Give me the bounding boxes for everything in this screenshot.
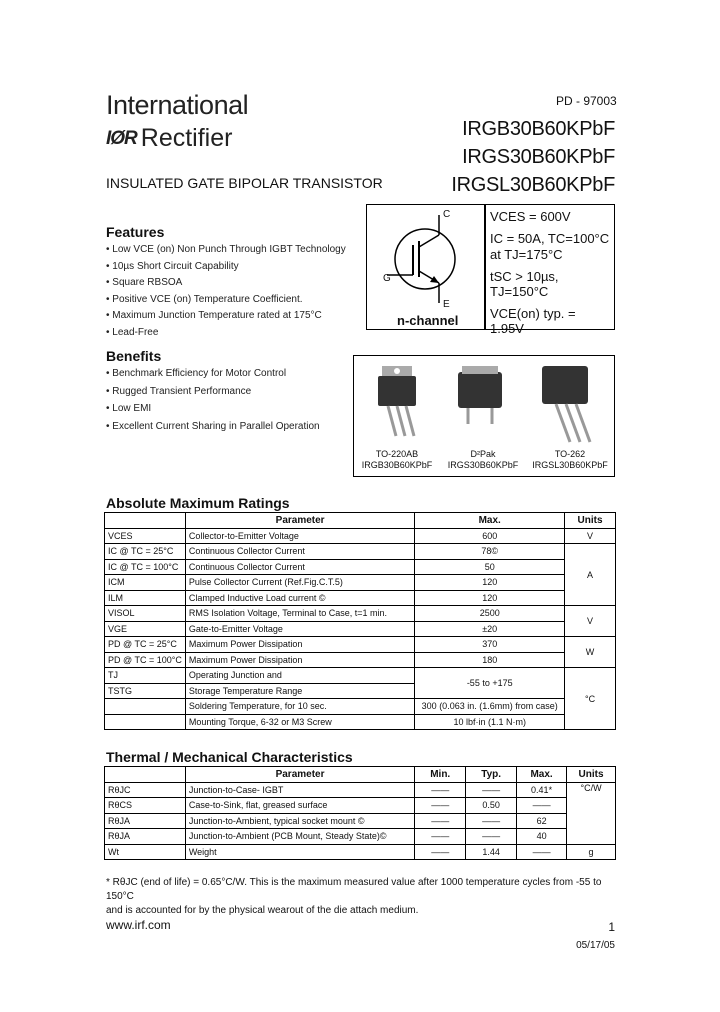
max-cell: ±20	[415, 621, 565, 637]
table-row	[105, 652, 616, 668]
symbol-cell: RθJA	[105, 813, 186, 829]
benefits-title: Benefits	[106, 348, 162, 364]
channel-label: n-channel	[397, 313, 459, 328]
column-header: Min.	[415, 767, 466, 783]
package-part: IRGB30B60KPbF	[361, 460, 433, 470]
max-cell: ——	[517, 844, 567, 860]
symbol-cell: IC @ TC = 25°C	[105, 544, 186, 560]
column-header: Parameter	[185, 513, 415, 529]
table-row	[105, 528, 616, 544]
parameter-cell: Storage Temperature Range	[185, 683, 415, 699]
features-title: Features	[106, 224, 165, 240]
table-row	[105, 699, 616, 715]
features-list	[106, 242, 371, 341]
table-row	[105, 829, 616, 845]
parameter-cell: Gate-to-Emitter Voltage	[185, 621, 415, 637]
symbol-cell: RθJC	[105, 782, 186, 798]
logo-rectifier-text: Rectifier	[140, 124, 233, 152]
abs-max-title: Absolute Maximum Ratings	[106, 495, 290, 511]
max-cell: 50	[415, 559, 565, 575]
table-row	[105, 544, 616, 560]
list-item: • Maximum Junction Temperature rated at 175°C	[106, 308, 371, 325]
symbol-cell	[105, 699, 186, 715]
part-number-1: IRGB30B60KPbF	[462, 118, 615, 140]
unit-cell: V	[565, 528, 616, 544]
max-cell: 78©	[415, 544, 565, 560]
max-cell: 120	[415, 575, 565, 591]
list-item: • Benchmark Efficiency for Motor Control	[106, 365, 346, 383]
max-cell: 40	[517, 829, 567, 845]
symbol-cell: PD @ TC = 100°C	[105, 652, 186, 668]
parameter-cell: Weight	[185, 844, 414, 860]
column-header: Typ.	[466, 767, 517, 783]
min-cell: ——	[415, 829, 466, 845]
max-cell: 10 lbf·in (1.1 N·m)	[415, 714, 565, 730]
package-caption	[530, 449, 610, 471]
package-part: IRGS30B60KPbF	[447, 460, 519, 470]
page-number: 1	[608, 920, 615, 934]
list-item: • Excellent Current Sharing in Parallel Operation	[106, 418, 346, 436]
parameter-cell: Case-to-Sink, flat, greased surface	[185, 798, 414, 814]
max-cell: 2500	[415, 606, 565, 622]
parameter-cell: Continuous Collector Current	[185, 559, 415, 575]
max-cell: 62	[517, 813, 567, 829]
package-name: D²Pak	[470, 449, 496, 459]
parameter-cell: Clamped Inductive Load current ©	[185, 590, 415, 606]
symbol-cell: VCES	[105, 528, 186, 544]
column-header: Parameter	[185, 767, 414, 783]
table-row	[105, 798, 616, 814]
parameter-cell: Junction-to-Ambient (PCB Mount, Steady State)©	[185, 829, 414, 845]
parameter-cell: Junction-to-Ambient, typical socket mount ©	[185, 813, 414, 829]
abs-max-table	[104, 512, 616, 730]
to262-package-icon	[534, 362, 604, 447]
spec-vces: VCES = 600V	[490, 209, 571, 224]
table-row	[105, 844, 616, 860]
symbol-cell: Wt	[105, 844, 186, 860]
package-name: TO-220AB	[375, 449, 419, 459]
unit-cell: °C/W	[567, 782, 616, 844]
symbol-cell: RθJA	[105, 829, 186, 845]
unit-cell: °C	[565, 668, 616, 730]
igbt-symbol-icon	[367, 205, 484, 305]
symbol-cell: VGE	[105, 621, 186, 637]
symbol-cell: TJ	[105, 668, 186, 684]
parameter-cell: Maximum Power Dissipation	[185, 652, 415, 668]
key-specs-box	[485, 204, 615, 336]
table-row	[105, 782, 616, 798]
spec-tj: at TJ=175°C	[490, 247, 563, 262]
table-row	[105, 621, 616, 637]
min-cell: ——	[415, 813, 466, 829]
typ-cell: ——	[466, 829, 517, 845]
parameter-cell: Junction-to-Case- IGBT	[185, 782, 414, 798]
parameter-cell: Maximum Power Dissipation	[185, 637, 415, 653]
spec-tsc: tSC > 10µs, TJ=150°C	[490, 269, 559, 299]
parameter-cell: Soldering Temperature, for 10 sec.	[185, 699, 415, 715]
website-link[interactable]: www.irf.com	[106, 918, 171, 932]
footnote-line: * RθJC (end of life) = 0.65°C/W. This is the maximum measured value after 1000 temperature cycles from -55 to 150°C	[106, 877, 602, 902]
ior-logo: IØR	[106, 127, 137, 149]
symbol-cell: ICM	[105, 575, 186, 591]
max-cell: -55 to +175	[415, 668, 565, 699]
max-cell: 180	[415, 652, 565, 668]
list-item: • Square RBSOA	[106, 275, 371, 292]
footnote	[106, 876, 626, 918]
typ-cell: ——	[466, 782, 517, 798]
min-cell: ——	[415, 844, 466, 860]
symbol-cell: RθCS	[105, 798, 186, 814]
unit-cell: V	[565, 606, 616, 637]
unit-cell: g	[567, 844, 616, 860]
max-cell: 0.41*	[517, 782, 567, 798]
max-cell: 600	[415, 528, 565, 544]
list-item: • Low EMI	[106, 400, 346, 418]
table-row	[105, 590, 616, 606]
symbol-cell	[105, 714, 186, 730]
table-row	[105, 637, 616, 653]
max-cell: 300 (0.063 in. (1.6mm) from case)	[415, 699, 565, 715]
logo-international: International	[106, 90, 249, 120]
package-caption	[443, 449, 523, 471]
typ-cell: ——	[466, 813, 517, 829]
symbol-cell: IC @ TC = 100°C	[105, 559, 186, 575]
symbol-cell: ILM	[105, 590, 186, 606]
list-item: • Rugged Transient Performance	[106, 383, 346, 401]
table-header-row	[105, 513, 616, 529]
list-item: • Positive VCE (on) Temperature Coefficient.	[106, 292, 371, 309]
packages-box	[353, 355, 615, 477]
spec-ic: IC = 50A, TC=100°C	[490, 231, 610, 246]
pd-number: PD - 97003	[556, 94, 617, 108]
list-item: • Low VCE (on) Non Punch Through IGBT Technology	[106, 242, 371, 259]
table-row	[105, 668, 616, 684]
package-part: IRGSL30B60KPbF	[532, 460, 608, 470]
symbol-cell: VISOL	[105, 606, 186, 622]
min-cell: ——	[415, 782, 466, 798]
igbt-symbol-box	[366, 204, 485, 330]
footnote-line: and is accounted for by the physical wearout of the die attach medium.	[106, 905, 419, 916]
column-header: Max.	[517, 767, 567, 783]
logo-rectifier	[106, 124, 232, 153]
table-row	[105, 714, 616, 730]
parameter-cell: Collector-to-Emitter Voltage	[185, 528, 415, 544]
thermal-title: Thermal / Mechanical Characteristics	[106, 749, 353, 765]
max-cell: 370	[415, 637, 565, 653]
table-row	[105, 606, 616, 622]
parameter-cell: Continuous Collector Current	[185, 544, 415, 560]
package-caption	[357, 449, 437, 471]
column-header: Units	[567, 767, 616, 783]
list-item: • 10µs Short Circuit Capability	[106, 259, 371, 276]
typ-cell: 0.50	[466, 798, 517, 814]
parameter-cell: Operating Junction and	[185, 668, 415, 684]
parameter-cell: RMS Isolation Voltage, Terminal to Case, t=1 min.	[185, 606, 415, 622]
d2pak-package-icon	[450, 362, 510, 442]
typ-cell: 1.44	[466, 844, 517, 860]
table-row	[105, 575, 616, 591]
package-name: TO-262	[554, 449, 586, 459]
list-item: • Lead-Free	[106, 325, 371, 342]
symbol-cell: PD @ TC = 25°C	[105, 637, 186, 653]
max-cell: 120	[415, 590, 565, 606]
unit-cell: W	[565, 637, 616, 668]
revision-date: 05/17/05	[576, 940, 615, 951]
thermal-table	[104, 766, 616, 860]
column-header: Max.	[415, 513, 565, 529]
to220-package-icon	[368, 362, 428, 442]
collector-label: C	[443, 209, 451, 220]
parameter-cell: Pulse Collector Current (Ref.Fig.C.T.5)	[185, 575, 415, 591]
benefits-list	[106, 365, 346, 435]
part-number-2: IRGS30B60KPbF	[462, 146, 615, 168]
unit-cell: A	[565, 544, 616, 606]
table-row	[105, 559, 616, 575]
column-header: Units	[565, 513, 616, 529]
table-row	[105, 813, 616, 829]
spec-vce: VCE(on) typ. = 1.95V	[490, 306, 576, 336]
part-number-3: IRGSL30B60KPbF	[451, 174, 615, 196]
parameter-cell: Mounting Torque, 6-32 or M3 Screw	[185, 714, 415, 730]
min-cell: ——	[415, 798, 466, 814]
emitter-label: E	[443, 299, 450, 310]
max-cell: ——	[517, 798, 567, 814]
gate-label: G	[383, 273, 391, 284]
symbol-cell: TSTG	[105, 683, 186, 699]
subtitle: INSULATED GATE BIPOLAR TRANSISTOR	[106, 175, 383, 191]
table-header-row	[105, 767, 616, 783]
